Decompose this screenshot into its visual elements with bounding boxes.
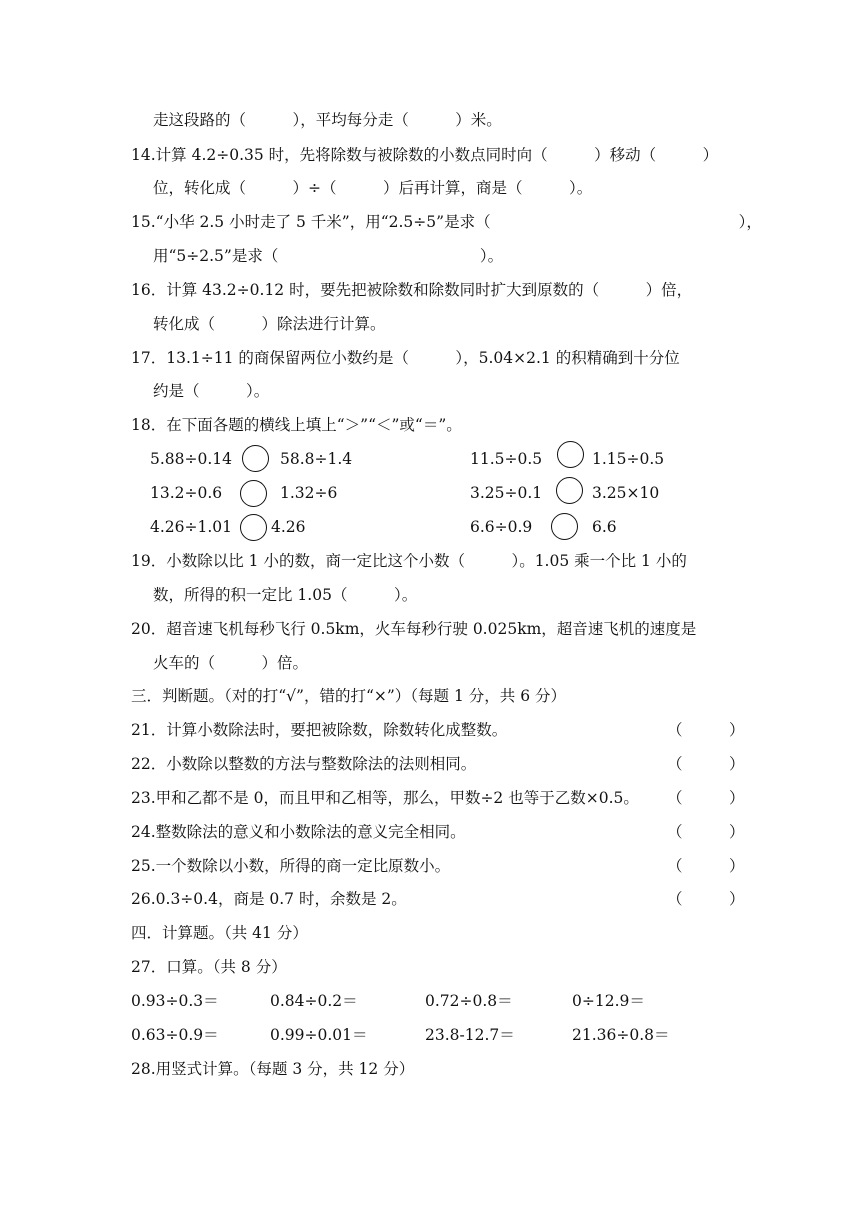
- q16-line2: 转化成（ ）除法进行计算。: [153, 315, 386, 333]
- mental-math-item: 0.84÷0.2＝: [270, 992, 358, 1010]
- mental-math-item: 23.8-12.7＝: [425, 1026, 515, 1044]
- q28-stem: 28.用竖式计算。（每题 3 分，共 12 分）: [131, 1060, 415, 1078]
- judge-item-26: 26.0.3÷0.4，商是 0.7 时，余数是 2。: [131, 890, 407, 908]
- q18-expr: 4.26÷1.01: [150, 518, 233, 536]
- q17-line1: 17．13.1÷11 的商保留两位小数约是（ ），5.04×2.1 的积精确到十分位: [131, 349, 680, 367]
- section3-heading: 三．判断题。（对的打“√”，错的打“×”）（每题 1 分，共 6 分）: [131, 687, 566, 705]
- q15-line2: 用“5÷2.5”是求（ ）。: [153, 247, 504, 265]
- q13-tail: 走这段路的（ ），平均每分走（ ）米。: [153, 111, 502, 129]
- q18-expr: 13.2÷0.6: [150, 484, 223, 502]
- q14-line1: 14.计算 4.2÷0.35 时，先将除数与被除数的小数点同时向（ ）移动（ ）: [131, 146, 719, 164]
- judge-answer-paren[interactable]: （ ）: [667, 721, 745, 739]
- q18-expr: 3.25÷0.1: [470, 484, 543, 502]
- judge-answer-paren[interactable]: （ ）: [667, 823, 745, 841]
- q19-line2: 数，所得的积一定比 1.05（ ）。: [153, 586, 418, 604]
- answer-circle[interactable]: [240, 514, 267, 541]
- q18-expr: 6.6: [592, 518, 617, 536]
- judge-answer-paren[interactable]: （ ）: [667, 755, 745, 773]
- judge-item-21: 21．计算小数除法时，要把被除数，除数转化成整数。: [131, 721, 508, 739]
- q16-line1: 16．计算 43.2÷0.12 时，要先把被除数和除数同时扩大到原数的（ ）倍，: [131, 281, 693, 299]
- mental-math-item: 21.36÷0.8＝: [572, 1026, 670, 1044]
- mental-math-item: 0.93÷0.3＝: [131, 992, 219, 1010]
- section4-heading: 四．计算题。（共 41 分）: [131, 924, 308, 942]
- q15-line1: 15.“小华 2.5 小时走了 5 千米”，用“2.5÷5”是求（ ），: [131, 213, 762, 231]
- q27-stem: 27．口算。（共 8 分）: [131, 958, 287, 976]
- q14-line2: 位，转化成（ ）÷（ ）后再计算，商是（ ）。: [153, 179, 593, 197]
- judge-answer-paren[interactable]: （ ）: [667, 890, 745, 908]
- judge-item-25: 25.一个数除以小数，所得的商一定比原数小。: [131, 857, 451, 875]
- mental-math-item: 0÷12.9＝: [572, 992, 645, 1010]
- q18-expr: 4.26: [271, 518, 306, 536]
- q20-line1: 20．超音速飞机每秒飞行 0.5km，火车每秒行驶 0.025km，超音速飞机的速度是: [131, 620, 697, 638]
- q18-expr: 3.25×10: [592, 484, 660, 502]
- q18-expr: 5.88÷0.14: [150, 450, 233, 468]
- q18-expr: 1.15÷0.5: [592, 450, 665, 468]
- answer-circle[interactable]: [551, 513, 578, 540]
- answer-circle[interactable]: [240, 480, 267, 507]
- q18-expr: 11.5÷0.5: [470, 450, 543, 468]
- q20-line2: 火车的（ ）倍。: [153, 654, 309, 672]
- answer-circle[interactable]: [242, 445, 269, 472]
- mental-math-item: 0.72÷0.8＝: [425, 992, 513, 1010]
- mental-math-item: 0.99÷0.01＝: [270, 1026, 368, 1044]
- answer-circle[interactable]: [557, 441, 584, 468]
- judge-item-24: 24.整数除法的意义和小数除法的意义完全相同。: [131, 823, 466, 841]
- judge-answer-paren[interactable]: （ ）: [667, 857, 745, 875]
- judge-answer-paren[interactable]: （ ）: [667, 789, 745, 807]
- q17-line2: 约是（ ）。: [153, 382, 270, 400]
- q18-expr: 6.6÷0.9: [470, 518, 533, 536]
- mental-math-item: 0.63÷0.9＝: [131, 1026, 219, 1044]
- judge-item-23: 23.甲和乙都不是 0，而且甲和乙相等，那么，甲数÷2 也等于乙数×0.5。: [131, 789, 639, 807]
- q18-expr: 1.32÷6: [280, 484, 338, 502]
- q18-stem: 18．在下面各题的横线上填上“＞”“＜”或“＝”。: [131, 416, 462, 434]
- judge-item-22: 22．小数除以整数的方法与整数除法的法则相同。: [131, 755, 477, 773]
- q18-expr: 58.8÷1.4: [280, 450, 353, 468]
- q19-line1: 19．小数除以比 1 小的数，商一定比这个小数（ ）。1.05 乘一个比 1 小的: [131, 552, 687, 570]
- answer-circle[interactable]: [556, 477, 583, 504]
